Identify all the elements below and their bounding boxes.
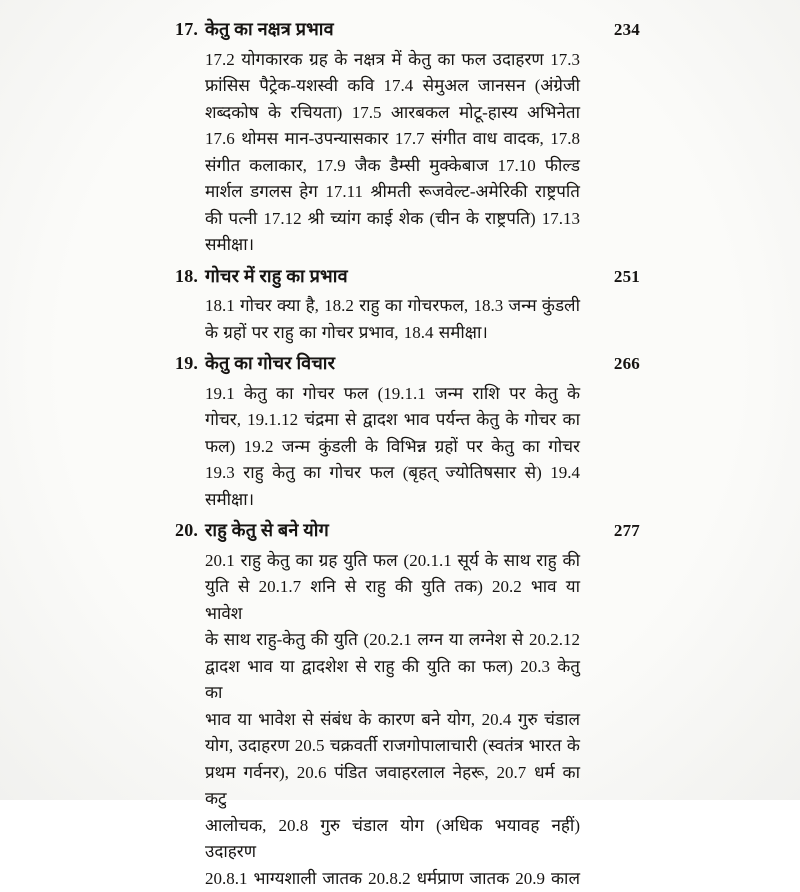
toc-line: शब्दकोष के रचियता) 17.5 आरबकल मोटू-हास्य अभिनेता <box>205 100 580 127</box>
entry-title: गोचर में राहु का प्रभाव <box>205 263 614 290</box>
entry-page-number: 251 <box>614 264 640 291</box>
toc-entry <box>175 16 640 259</box>
toc-entry <box>175 517 640 892</box>
toc-line: आलोचक, 20.8 गुरु चंडाल योग (अधिक भयावह नहीं) उदाहरण <box>205 813 580 866</box>
toc-line: योग, उदाहरण 20.5 चक्रवर्ती राजगोपालाचारी (स्वतंत्र भारत के <box>205 733 580 760</box>
toc-line: मार्शल डगलस हेग 17.11 श्रीमती रूजवेल्ट-अमेरिकी राष्ट्रपति <box>205 179 580 206</box>
entry-title: केतु का नक्षत्र प्रभाव <box>205 16 614 43</box>
toc-entry-heading <box>175 16 640 44</box>
toc-line: फल) 19.2 जन्म कुंडली के विभिन्न ग्रहों पर केतु का गोचर <box>205 434 580 461</box>
entry-body <box>205 381 580 514</box>
toc-line: 20.1 राहु केतु का ग्रह युति फल (20.1.1 सूर्य के साथ राहु की <box>205 548 580 575</box>
toc-line: 19.1 केतु का गोचर फल (19.1.1 जन्म राशि पर केतु के <box>205 381 580 408</box>
entry-page-number: 234 <box>614 17 640 44</box>
entry-number: 20. <box>175 517 205 544</box>
entry-title: राहु केतु से बने योग <box>205 517 614 544</box>
toc-line: 17.2 योगकारक ग्रह के नक्षत्र में केतु का फल उदाहरण 17.3 <box>205 47 580 74</box>
toc-line: 19.3 राहु केतु का गोचर फल (बृहत् ज्योतिषसार से) 19.4 <box>205 460 580 487</box>
toc-entry-heading <box>175 517 640 545</box>
toc-line: समीक्षा। <box>205 487 580 514</box>
toc-line: गोचर, 19.1.12 चंद्रमा से द्वादश भाव पर्यन्त केतु के गोचर का <box>205 407 580 434</box>
entry-body <box>205 548 580 892</box>
toc-line: फ्रांसिस पैट्रेक-यशस्वी कवि 17.4 सेमुअल जानसन (अंग्रेजी <box>205 73 580 100</box>
entry-number: 17. <box>175 16 205 43</box>
entry-page-number: 266 <box>614 351 640 378</box>
entry-number: 18. <box>175 263 205 290</box>
entry-body <box>205 293 580 346</box>
toc-line: के साथ राहु-केतु की युति (20.2.1 लग्न या लग्नेश से 20.2.12 <box>205 627 580 654</box>
toc-line: समीक्षा। <box>205 232 580 259</box>
entry-title: केतु का गोचर विचार <box>205 350 614 377</box>
entry-number: 19. <box>175 350 205 377</box>
toc-line: प्रथम गर्वनर), 20.6 पंडित जवाहरलाल नेहरू, 20.7 धर्म का कटु <box>205 760 580 813</box>
entry-body <box>205 47 580 259</box>
toc-line: संगीत कलाकार, 17.9 जैक डैम्सी मुक्केबाज 17.10 फील्ड <box>205 153 580 180</box>
toc-line: द्वादश भाव या द्वादशेश से राहु की युति का फल) 20.3 केतु का <box>205 654 580 707</box>
toc-line: की पत्नी 17.12 श्री च्यांग काई शेक (चीन के राष्ट्रपति) 17.13 <box>205 206 580 233</box>
toc-line: भाव या भावेश से संबंध के कारण बने योग, 20.4 गुरु चंडाल <box>205 707 580 734</box>
toc-entry-heading <box>175 350 640 378</box>
toc-line: 17.6 थोमस मान-उपन्यासकार 17.7 संगीत वाध वादक, 17.8 <box>205 126 580 153</box>
toc-entry <box>175 263 640 347</box>
entry-page-number: 277 <box>614 518 640 545</box>
toc-entries <box>175 16 640 892</box>
toc-entry <box>175 350 640 513</box>
toc-entry-heading <box>175 263 640 291</box>
toc-line: के ग्रहों पर राहु का गोचर प्रभाव, 18.4 समीक्षा। <box>205 320 580 347</box>
toc-line: युति से 20.1.7 शनि से राहु की युति तक) 20.2 भाव या भावेश <box>205 574 580 627</box>
toc-line: 18.1 गोचर क्या है, 18.2 राहु का गोचरफल, 18.3 जन्म कुंडली <box>205 293 580 320</box>
toc-line: 20.8.1 भाग्यशाली जातक 20.8.2 धर्मप्राण जातक 20.9 काल <box>205 866 580 892</box>
